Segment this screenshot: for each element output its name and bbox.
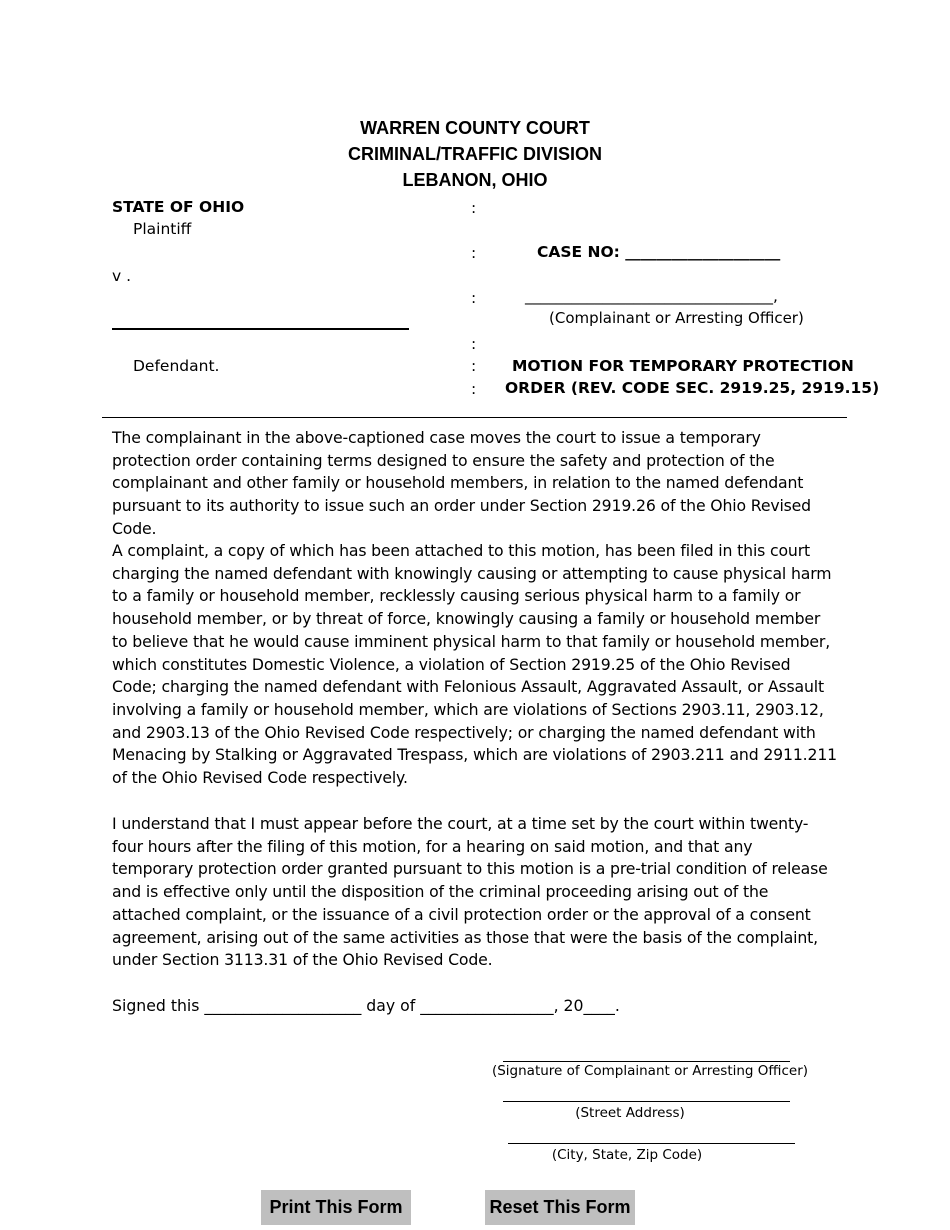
motion-title-line-2: ORDER (REV. CODE SEC. 2919.25, 2919.15) <box>505 379 880 397</box>
plaintiff-name: STATE OF OHIO <box>112 198 245 216</box>
signature-label: (Signature of Complainant or Arresting Officer) <box>491 1063 809 1079</box>
versus-label: v . <box>112 267 132 285</box>
defendant-name-line <box>112 328 409 330</box>
city-state-zip-label: (City, State, Zip Code) <box>551 1147 703 1163</box>
caption-colon: : <box>471 199 477 217</box>
street-address-label: (Street Address) <box>575 1105 685 1121</box>
caption-colon: : <box>471 335 477 353</box>
plaintiff-label: Plaintiff <box>133 220 192 238</box>
caption-divider <box>102 417 847 418</box>
caption-colon: : <box>471 380 477 398</box>
defendant-label: Defendant. <box>133 357 220 375</box>
court-name: WARREN COUNTY COURT <box>360 118 590 138</box>
caption-colon: : <box>471 289 477 307</box>
paragraph-motion: The complainant in the above-captioned case moves the court to issue a temporary protection order containing terms designed to ensure the safety and protection of the complainant and other family or household members, in relation to the named defendant pursuant to its authority to issue such an order under Section 2919.26 of the Ohio Revised Code. <box>112 428 811 538</box>
print-form-button[interactable]: Print This Form <box>261 1190 411 1225</box>
officer-name-line: ________________________________, <box>525 287 778 305</box>
caption-colon: : <box>471 357 477 375</box>
reset-form-button[interactable]: Reset This Form <box>485 1190 635 1225</box>
caption-colon: : <box>471 244 477 262</box>
case-number-field: CASE NO: ____________________ <box>537 243 781 261</box>
street-address-line <box>503 1101 790 1102</box>
officer-label: (Complainant or Arresting Officer) <box>549 309 804 327</box>
signature-line <box>503 1061 790 1062</box>
motion-title-line-1: MOTION FOR TEMPORARY PROTECTION <box>512 357 854 375</box>
division-name: CRIMINAL/TRAFFIC DIVISION <box>348 144 602 164</box>
paragraph-understanding: I understand that I must appear before the court, at a time set by the court within twenty-four hours after the filing of this motion, for a hearing on said motion, and that any temporary protection order granted pursuant to this motion is a pre-trial condition of release and is effective only until the disposition of the criminal proceeding arising out of the attached complaint, or the issuance of a civil protection order or the approval of a consent agreement, arising out of the same activities as those that were the basis of the complaint, under Section 3113.31 of the Ohio Revised Code. <box>112 814 828 970</box>
court-location: LEBANON, OHIO <box>402 170 548 190</box>
paragraph-complaint: A complaint, a copy of which has been attached to this motion, has been filed in this court charging the named defendant with knowingly causing or attempting to cause physical harm to a family or household member, recklessly causing serious physical harm to a family or household member, or by threat of force, knowingly causing a family or household member to believe that he would cause imminent physical harm to that family or household member, which constitutes Domestic Violence, a violation of Section 2919.25 of the Ohio Revised Code; charging the named defendant with Felonious Assault, Aggravated Assault, or Assault involving a family or household member, which are violations of Sections 2903.11, 2903.12, and 2903.13 of the Ohio Revised Code respectively; or charging the named defendant with Menacing by Stalking or Aggravated Trespass, which are violations of 2903.211 and 2911.211 of the Ohio Revised Code respectively. <box>112 541 837 788</box>
signed-date-line: Signed this ____________________ day of _________________, 20____. <box>112 996 620 1015</box>
city-state-zip-line <box>508 1143 795 1144</box>
